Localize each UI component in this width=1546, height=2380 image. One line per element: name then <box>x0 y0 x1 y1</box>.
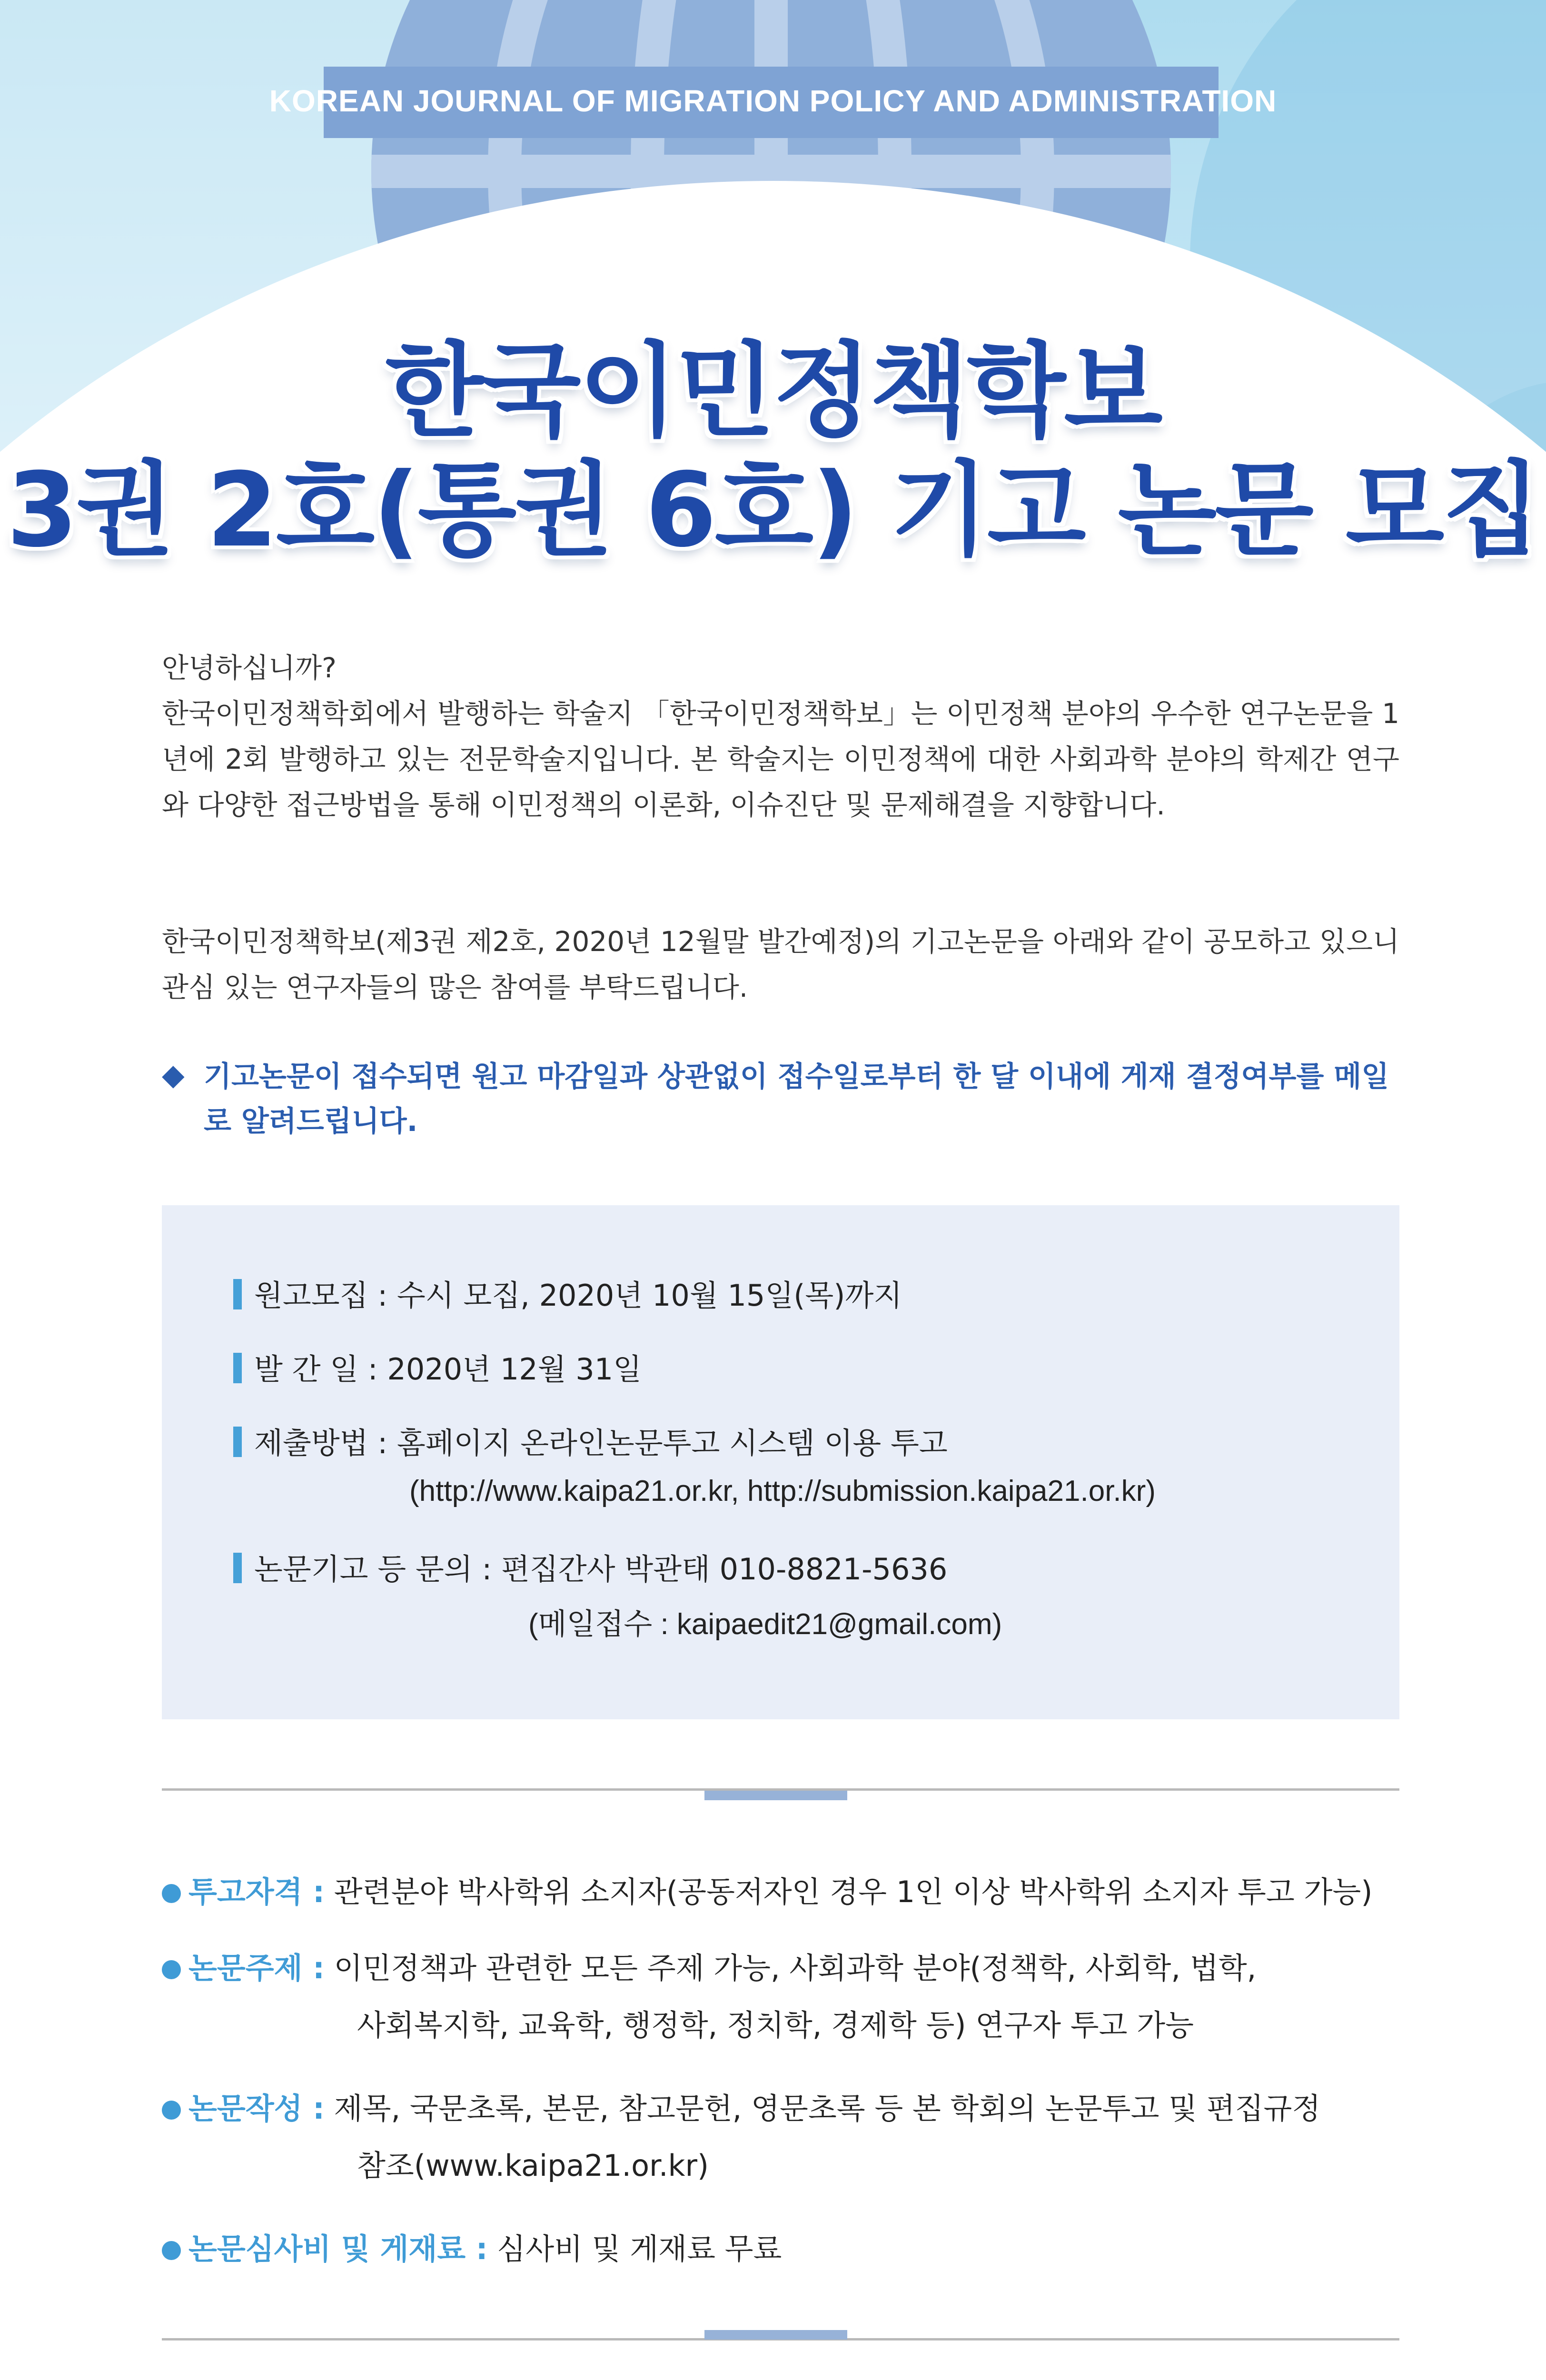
intro-text <box>162 919 1399 1010</box>
info-item <box>233 1272 902 1314</box>
bar-bullet-icon <box>233 1553 242 1583</box>
requirement-text: 제목, 국문초록, 본문, 참고문헌, 영문초록 등 본 학회의 논문투고 및 편집규정 <box>334 2091 1321 2126</box>
notice <box>162 1054 1399 1144</box>
requirement-label: 논문작성 : <box>188 2091 325 2126</box>
requirement-item <box>162 2085 1320 2127</box>
dot-bullet-icon <box>162 2241 181 2260</box>
contact-email: (메일접수 : kaipaedit21@gmail.com) <box>528 1608 1002 1641</box>
info-item <box>233 1546 947 1588</box>
requirement-text-continued: 사회복지학, 교육학, 행정학, 정치학, 경제학 등) 연구자 투고 가능 <box>357 2008 1194 2043</box>
requirement-label: 논문심사비 및 게재료 : <box>188 2231 488 2266</box>
journal-english-name: KOREAN JOURNAL OF MIGRATION POLICY AND ADMINISTRATION <box>269 84 1277 118</box>
bar-bullet-icon <box>233 1427 242 1457</box>
bar-bullet-icon <box>233 1279 242 1309</box>
submission-urls: (http://www.kaipa21.or.kr, http://submission.kaipa21.or.kr) <box>409 1475 1156 1507</box>
info-item <box>233 1346 642 1388</box>
info-item <box>233 1419 948 1462</box>
requirement-text: 심사비 및 게재료 무료 <box>497 2231 782 2266</box>
info-box <box>162 1205 1399 1719</box>
requirement-text: 관련분야 박사학위 소지자(공동저자인 경우 1인 이상 박사학위 소지자 투고 가능) <box>334 1874 1373 1909</box>
requirement-item <box>162 2225 782 2268</box>
requirement-text-continued: 참조(www.kaipa21.or.kr) <box>357 2148 709 2183</box>
info-item-text: 논문기고 등 문의 : 편집간사 박관태 010-8821-5636 <box>254 1552 948 1587</box>
dot-bullet-icon <box>162 1960 181 1979</box>
greeting: 안녕하십니까? <box>162 652 337 684</box>
divider-tab <box>704 2330 847 2340</box>
diamond-bullet-icon: ◆ <box>162 1057 185 1092</box>
info-item-text: 발 간 일 : 2020년 12월 31일 <box>254 1352 642 1387</box>
intro-text <box>162 645 1399 828</box>
intro-paragraph: 한국이민정책학회에서 발행하는 학술지 「한국이민정책학보」는 이민정책 분야의 우수한 연구논문을 1년에 2회 발행하고 있는 전문학술지입니다. 본 학술지는 이민정책에 대한 사회과학 분야의 학제간 연구와 다양한 접근방법을 통해 이민정책의 이론화, 이슈진단 및 문제해결을 지향합니다. <box>162 697 1399 821</box>
dot-bullet-icon <box>162 1884 181 1903</box>
info-item-text: 제출방법 : 홈페이지 온라인논문투고 시스템 이용 투고 <box>254 1426 948 1460</box>
intro-paragraph: 한국이민정책학보(제3권 제2호, 2020년 12월말 발간예정)의 기고논문을 아래와 같이 공모하고 있으니 관심 있는 연구자들의 많은 참여를 부탁드립니다. <box>162 925 1399 1003</box>
info-item-text: 원고모집 : 수시 모집, 2020년 10월 15일(목)까지 <box>254 1278 902 1313</box>
bar-bullet-icon <box>233 1353 242 1383</box>
notice-text: 기고논문이 접수되면 원고 마감일과 상관없이 접수일로부터 한 달 이내에 게재 결정여부를 메일로 알려드립니다. <box>204 1060 1389 1138</box>
requirement-text: 이민정책과 관련한 모든 주제 가능, 사회과학 분야(정책학, 사회학, 법학, <box>334 1951 1257 1985</box>
divider-tab <box>704 1791 847 1800</box>
requirement-label: 논문주제 : <box>188 1951 325 1985</box>
requirement-item <box>162 1944 1256 1987</box>
page-title: 한국이민정책학보 <box>385 331 1161 451</box>
requirement-label: 투고자격 : <box>188 1874 325 1909</box>
dot-bullet-icon <box>162 2101 181 2120</box>
page-subtitle: 3권 2호(통권 6호) 기고 논문 모집 <box>6 450 1540 570</box>
requirement-item <box>162 1868 1372 1911</box>
